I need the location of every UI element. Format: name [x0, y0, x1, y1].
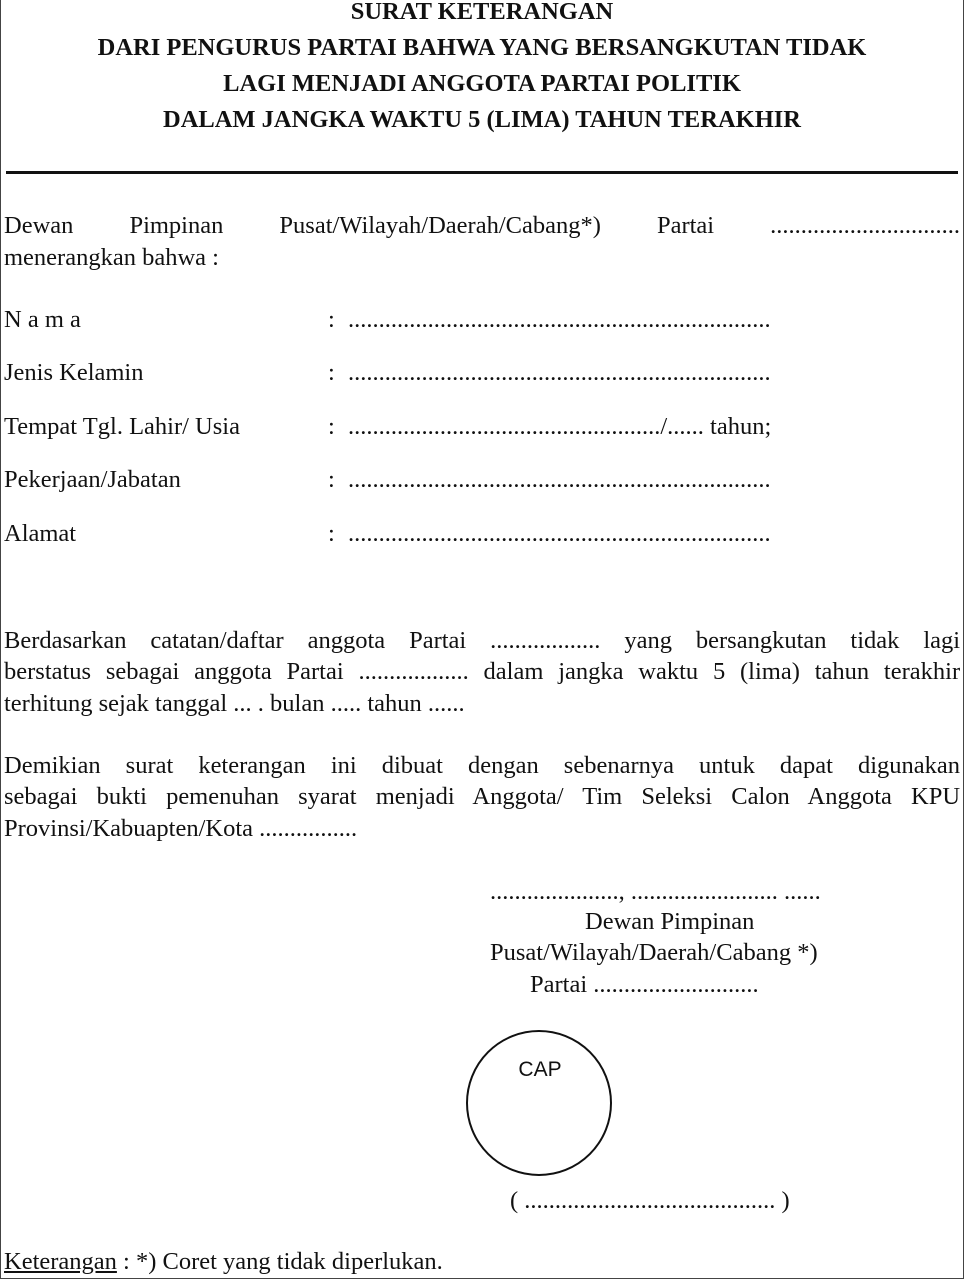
field-colon: :: [328, 306, 335, 333]
field-colon: :: [328, 520, 335, 547]
para1-word: jangka: [558, 658, 624, 685]
intro-word: Dewan: [4, 212, 74, 239]
para1-line-3: terhitung sejak tanggal ... . bulan ..... tahun ......: [4, 690, 465, 717]
field-occupation-blank: .....................................................................: [348, 466, 771, 493]
field-gender-label: Jenis Kelamin: [4, 359, 144, 386]
para1-word: tidak: [850, 627, 900, 654]
para2-word: ini: [330, 752, 357, 779]
para1-word: catatan/daftar: [150, 627, 284, 654]
intro-line-1: [4, 210, 960, 241]
para2-word: syarat: [298, 783, 357, 810]
para1-word: anggota: [307, 627, 386, 654]
field-name-label: N a m a: [4, 306, 81, 333]
para2-word: dengan: [468, 752, 539, 779]
para2-word: keterangan: [198, 752, 306, 779]
intro-line-2: menerangkan bahwa :: [4, 244, 219, 271]
header-divider: [6, 171, 958, 174]
para2-word: dapat: [779, 752, 833, 779]
para2-word: dibuat: [381, 752, 443, 779]
field-birth-label: Tempat Tgl. Lahir/ Usia: [4, 413, 240, 440]
para1-word: terakhir: [883, 658, 961, 685]
field-gender-blank: .....................................................................: [348, 359, 771, 386]
para1-word: 5: [712, 658, 726, 685]
para1-word: yang: [624, 627, 672, 654]
field-colon: :: [328, 413, 335, 440]
para2-word: pemenuhan: [166, 783, 279, 810]
para2-word: untuk: [699, 752, 755, 779]
para1-word: Partai: [286, 658, 344, 685]
para1-word: ..................: [358, 658, 469, 685]
para1-word: anggota: [194, 658, 272, 685]
intro-word: Partai: [656, 212, 715, 239]
para2-word: Calon: [731, 783, 790, 810]
para2-word: Demikian: [4, 752, 101, 779]
document-title: SURAT KETERANGAN: [350, 0, 614, 25]
para1-word: lagi: [923, 627, 961, 654]
field-birth-blank: .................................................../...... tahun;: [348, 413, 772, 440]
para1-word: Berdasarkan: [4, 627, 127, 654]
para2-line-2: [4, 781, 960, 812]
para1-word: ..................: [490, 627, 601, 654]
para2-word: menjadi: [375, 783, 455, 810]
para2-word: Anggota: [807, 783, 892, 810]
para2-word: bukti: [96, 783, 147, 810]
para1-word: sebagai: [105, 658, 180, 685]
para1-line-1: [4, 625, 960, 656]
para1-word: tahun: [814, 658, 870, 685]
document-subtitle-line-3: DALAM JANGKA WAKTU 5 (LIMA) TAHUN TERAKHIR: [163, 106, 801, 133]
para2-line-1: [4, 750, 960, 781]
signature-title-line-1: Dewan Pimpinan: [585, 908, 755, 935]
para1-word: Partai: [409, 627, 467, 654]
para2-word: Tim: [582, 783, 623, 810]
field-colon: :: [328, 466, 335, 493]
para1-line-2: [4, 656, 960, 687]
para2-word: sebenarnya: [563, 752, 674, 779]
para2-word: surat: [125, 752, 174, 779]
field-colon: :: [328, 359, 335, 386]
field-address-label: Alamat: [4, 520, 77, 547]
signature-party-line: Partai ...........................: [530, 971, 759, 998]
para2-word: sebagai: [4, 783, 78, 810]
intro-word: Pimpinan: [129, 212, 224, 239]
para2-line-3: Provinsi/Kabuapten/Kota ................: [4, 815, 358, 842]
para1-word: bersangkutan: [695, 627, 827, 654]
intro-word: Pusat/Wilayah/Daerah/Cabang*): [279, 212, 601, 239]
document-subtitle-line-1: DARI PENGURUS PARTAI BAHWA YANG BERSANGKUTAN TIDAK: [97, 34, 867, 61]
para1-word: waktu: [638, 658, 699, 685]
para1-word: berstatus: [4, 658, 92, 685]
footnote-label: Keterangan: [4, 1248, 117, 1275]
para2-word: Seleksi: [641, 783, 713, 810]
field-name-blank: .....................................................................: [348, 306, 771, 333]
para1-word: dalam: [483, 658, 544, 685]
footnote: [4, 1246, 443, 1277]
document-subtitle-line-2: LAGI MENJADI ANGGOTA PARTAI POLITIK: [223, 70, 741, 97]
intro-party-blank: ...............................: [770, 212, 961, 239]
signature-title-line-2: Pusat/Wilayah/Daerah/Cabang *): [490, 939, 818, 966]
stamp-circle: [466, 1030, 612, 1176]
signature-place-date: ....................., ........................ ......: [490, 878, 821, 905]
field-occupation-label: Pekerjaan/Jabatan: [4, 466, 181, 493]
stamp-label: CAP: [518, 1058, 562, 1081]
para1-word: (lima): [740, 658, 800, 685]
field-address-blank: .....................................................................: [348, 520, 771, 547]
signature-name-line: ( ......................................... ): [510, 1187, 790, 1214]
para2-word: KPU: [911, 783, 961, 810]
footnote-text: : *) Coret yang tidak diperlukan.: [116, 1248, 443, 1275]
para2-word: Anggota/: [472, 783, 564, 810]
para2-word: digunakan: [857, 752, 961, 779]
